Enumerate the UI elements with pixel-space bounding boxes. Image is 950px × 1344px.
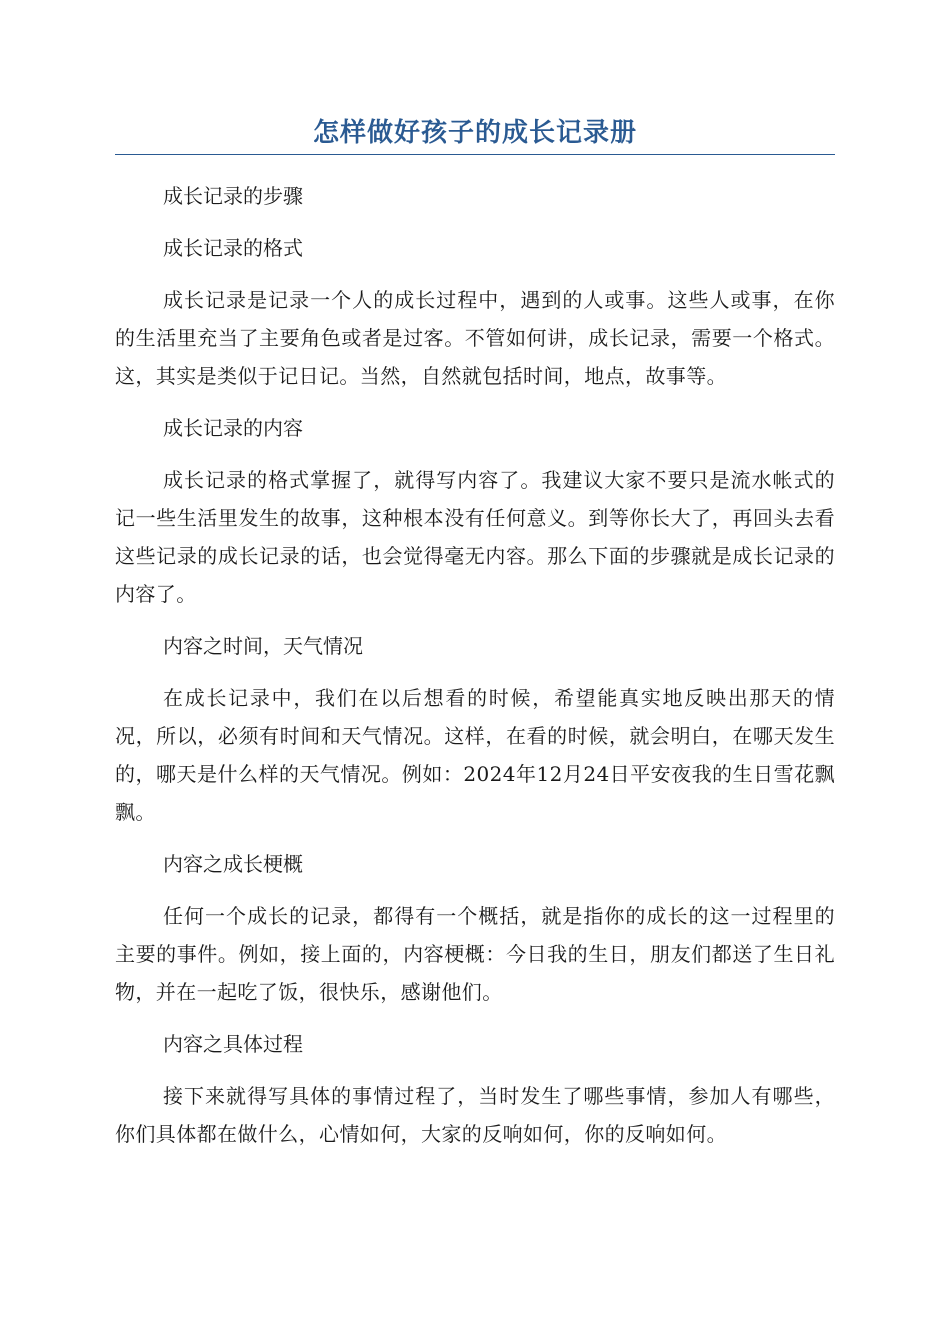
document-page [115, 112, 835, 1167]
document-body [115, 177, 835, 1153]
document-title: 怎样做好孩子的成长记录册 [115, 112, 835, 155]
section-heading: 成长记录的格式 [163, 236, 303, 260]
body-paragraph: 任何一个成长的记录，都得有一个概括，就是指你的成长的这一过程里的主要的事件。例如，接上面的，内容梗概：今日我的生日，朋友们都送了生日礼物，并在一起吃了饭，很快乐，感谢他们。 [115, 904, 835, 1004]
section-heading: 成长记录的内容 [163, 416, 303, 440]
section-heading: 内容之时间，天气情况 [163, 634, 363, 658]
body-paragraph: 成长记录是记录一个人的成长过程中，遇到的人或事。这些人或事，在你的生活里充当了主要角色或者是过客。不管如何讲，成长记录，需要一个格式。这，其实是类似于记日记。当然，自然就包括时间，地点，故事等。 [115, 288, 835, 388]
body-paragraph: 成长记录的格式掌握了，就得写内容了。我建议大家不要只是流水帐式的记一些生活里发生的故事，这种根本没有任何意义。到等你长大了，再回头去看这些记录的成长记录的话，也会觉得毫无内容。那么下面的步骤就是成长记录的内容了。 [115, 468, 835, 606]
section-heading: 内容之成长梗概 [163, 852, 303, 876]
body-paragraph: 接下来就得写具体的事情过程了，当时发生了哪些事情，参加人有哪些，你们具体都在做什么，心情如何，大家的反响如何，你的反响如何。 [115, 1084, 835, 1146]
body-paragraph: 在成长记录中，我们在以后想看的时候，希望能真实地反映出那天的情况，所以，必须有时间和天气情况。这样，在看的时候，就会明白，在哪天发生的，哪天是什么样的天气情况。例如：2024年12月24日平安夜我的生日雪花飘飘。 [115, 686, 835, 824]
section-heading: 成长记录的步骤 [163, 184, 303, 208]
section-heading: 内容之具体过程 [163, 1032, 303, 1056]
